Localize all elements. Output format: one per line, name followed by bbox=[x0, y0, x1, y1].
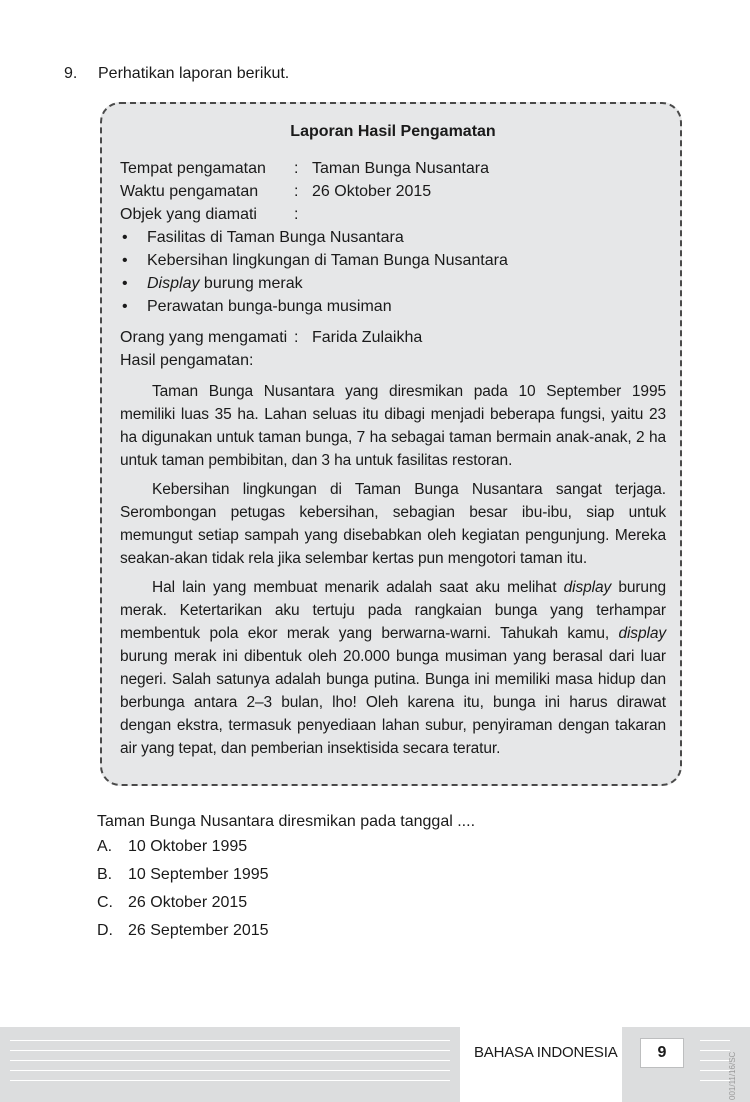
field-value: Farida Zulaikha bbox=[312, 329, 423, 346]
option-letter: D. bbox=[97, 922, 113, 939]
field-colon: : bbox=[294, 206, 299, 223]
field-label: Objek yang diamati bbox=[120, 206, 257, 223]
field-colon: : bbox=[294, 329, 299, 346]
footer-label-area bbox=[460, 1027, 622, 1102]
report-content bbox=[120, 120, 666, 766]
report-box bbox=[100, 102, 682, 786]
footer-decor-lines bbox=[10, 1040, 450, 1090]
field-value: Taman Bunga Nusantara bbox=[312, 160, 489, 177]
paragraph-3-b: burung merak. Ketertarikan aku tertuju pada rangkaian bunga yang terhampar membentuk pola ekor merak yang berwarna-warni. Tahukah kamu, bbox=[120, 579, 666, 642]
report-title: Laporan Hasil Pengamatan bbox=[290, 123, 496, 140]
list-item-text: Fasilitas di Taman Bunga Nusantara bbox=[147, 229, 404, 246]
option-letter: A. bbox=[97, 838, 113, 855]
field-label: Orang yang mengamati bbox=[120, 329, 288, 346]
list-item bbox=[120, 295, 666, 318]
list-item-italic: Display bbox=[147, 275, 200, 292]
field-waktu bbox=[120, 180, 666, 203]
question-number: 9. bbox=[64, 65, 78, 82]
option-text: 10 September 1995 bbox=[128, 866, 269, 883]
object-list bbox=[120, 226, 666, 318]
list-item bbox=[120, 226, 666, 249]
list-item bbox=[120, 249, 666, 272]
list-item-text: Perawatan bunga-bunga musiman bbox=[147, 298, 392, 315]
paragraph-3-c: burung merak ini dibentuk oleh 20.000 bunga musiman yang berasal dari luar negeri. Salah satunya adalah bunga putina. Bunga ini memiliki masa hidup dan berbunga antara 2–3 bulan, lho! Oleh karena itu, bunga ini harus dirawat dengan ekstra, termasuk penyediaan lahan subur, penyiraman dengan takaran air yang tepat, dan pemberian insektisida secara teratur. bbox=[120, 648, 666, 757]
page-number: 9 bbox=[640, 1038, 684, 1068]
field-tempat bbox=[120, 157, 666, 180]
list-item-text: Kebersihan lingkungan di Taman Bunga Nusantara bbox=[147, 252, 508, 269]
paragraph-3-italic-2: display bbox=[618, 625, 666, 642]
option-letter: C. bbox=[97, 894, 113, 911]
paragraph-3-a: Hal lain yang membuat menarik adalah saat aku melihat bbox=[152, 579, 564, 596]
option-text: 10 Oktober 1995 bbox=[128, 838, 248, 855]
field-pengamat bbox=[120, 326, 666, 349]
field-label: Waktu pengamatan bbox=[120, 183, 259, 200]
list-item-text: burung merak bbox=[199, 275, 303, 292]
field-objek bbox=[120, 203, 666, 226]
field-colon: : bbox=[294, 183, 299, 200]
option-text: 26 September 2015 bbox=[128, 922, 269, 939]
question-instruction: Perhatikan laporan berikut. bbox=[98, 65, 290, 82]
print-code: 001/11/16/SC bbox=[728, 1051, 737, 1100]
hasil-label bbox=[120, 349, 666, 372]
paragraph-3 bbox=[120, 576, 666, 760]
paragraph-1: Taman Bunga Nusantara yang diresmikan pada 10 September 1995 memiliki luas 35 ha. Lahan seluas itu dibagi menjadi beberapa fungsi, yaitu 23 ha digunakan untuk taman bunga, 7 ha sebagai taman bermain anak-anak, 2 ha untuk taman pembibitan, dan 3 ha untuk fasilitas restoran. bbox=[120, 383, 666, 469]
option-text: 26 Oktober 2015 bbox=[128, 894, 248, 911]
paragraph-3-italic-1: display bbox=[563, 579, 612, 596]
field-value: 26 Oktober 2015 bbox=[312, 183, 432, 200]
option-letter: B. bbox=[97, 866, 113, 883]
field-label: Tempat pengamatan bbox=[120, 160, 266, 177]
list-item bbox=[120, 272, 666, 295]
paragraph-2: Kebersihan lingkungan di Taman Bunga Nusantara sangat terjaga. Serombongan petugas kebersihan, sebagian besar ibu-ibu, siap untuk memungut setiap sampah yang disebabkan oleh kegiatan pengunjung. Mereka seakan-akan tidak rela jika selembar kertas pun mengotori taman itu. bbox=[120, 481, 666, 567]
field-colon: : bbox=[294, 160, 299, 177]
hasil-label-text: Hasil pengamatan: bbox=[120, 352, 254, 369]
footer-subject: BAHASA INDONESIA bbox=[474, 1044, 618, 1061]
footer-decor-lines-right bbox=[700, 1040, 730, 1090]
question-prompt: Taman Bunga Nusantara diresmikan pada tanggal .... bbox=[97, 813, 476, 830]
